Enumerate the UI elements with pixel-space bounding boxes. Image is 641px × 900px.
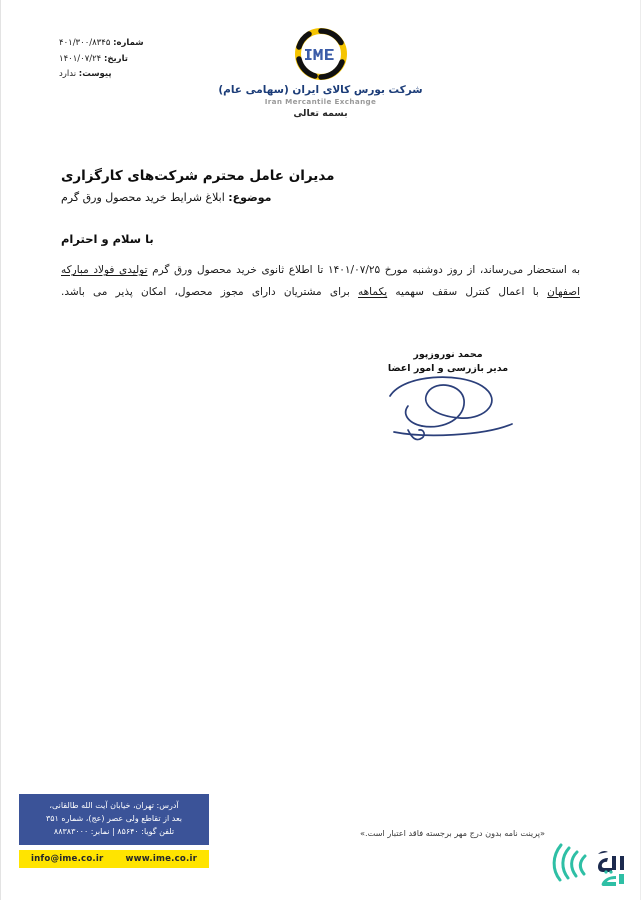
footer-email[interactable]: info@ime.co.ir	[30, 854, 104, 864]
paragraph-segment-2: با اعمال کنترل سقف سهمیه	[387, 285, 548, 298]
footer-address-block	[19, 794, 209, 845]
letter-date-value: ۱۴۰۱/۰۷/۲۴	[59, 53, 102, 64]
letter-number-value: ۴۰۱/۳۰۰/۸۳۴۵	[59, 38, 111, 48]
signature-block	[368, 348, 528, 377]
letter-addressee: مدیران عامل محترم شرکت‌های کارگزاری	[61, 168, 335, 184]
subject-text: ابلاغ شرایط خرید محصول ورق گرم	[61, 191, 225, 204]
footer-contact-bar	[19, 850, 209, 868]
print-validity-note: «پرینت نامه بدون درج مهر برجسته فاقد اعتبار است.»	[359, 828, 545, 838]
letterhead	[1, 26, 640, 119]
paragraph-underlined-period: یکماهه	[358, 285, 388, 298]
watermark-text-bottom	[602, 870, 624, 886]
kalakhabar-watermark-logo	[546, 836, 632, 892]
letter-subject	[61, 191, 580, 204]
paragraph-segment-1: به استحضار می‌رساند، از روز دوشنبه مورخ ۱۴۰۱/۰۷/۲۵ تا اطلاع ثانوی خرید محصول ورق گرم	[147, 264, 580, 276]
address-line-2: بعد از تقاطع ولی عصر (عج)، شماره ۳۵۱	[45, 814, 183, 824]
address-line-1: آدرس: تهران، خیابان آیت الله طالقانی،	[49, 801, 179, 811]
letter-body	[61, 168, 580, 314]
letter-attachment-value: ندارد	[59, 69, 77, 80]
paragraph-segment-3: برای مشتریان دارای مجوز محصول، امکان پذیر می باشد.	[61, 285, 359, 298]
address-line-3: تلفن گویا: ۸۵۶۴۰ | نمابر: ۸۸۳۸۳۰۰۰	[53, 827, 175, 837]
footer-website[interactable]: www.ime.co.ir	[125, 854, 198, 864]
organization-name-fa: شرکت بورس کالای ایران (سهامی عام)	[218, 84, 423, 96]
invocation-text: بسمه تعالی	[293, 108, 348, 119]
signatory-name: محمد نوروزپور	[413, 349, 483, 360]
watermark-text-top	[598, 851, 624, 872]
ime-logo-icon	[293, 26, 349, 82]
subject-label: موضوع:	[228, 191, 272, 204]
paragraph-underlined-producer: تولیدی فولاد مبارکه اصفهان	[61, 264, 580, 298]
letter-paragraph	[61, 260, 580, 303]
letter-date-label: تاریخ:	[103, 53, 128, 64]
letter-number-label: شماره:	[113, 38, 144, 48]
organization-name-en: Iran Mercantile Exchange	[264, 97, 377, 106]
letter-attachment-label: پیوست:	[78, 69, 112, 80]
letter-greeting: با سلام و احترام	[61, 232, 154, 246]
signatory-title: مدیر بازرسی و امور اعضا	[387, 363, 509, 375]
